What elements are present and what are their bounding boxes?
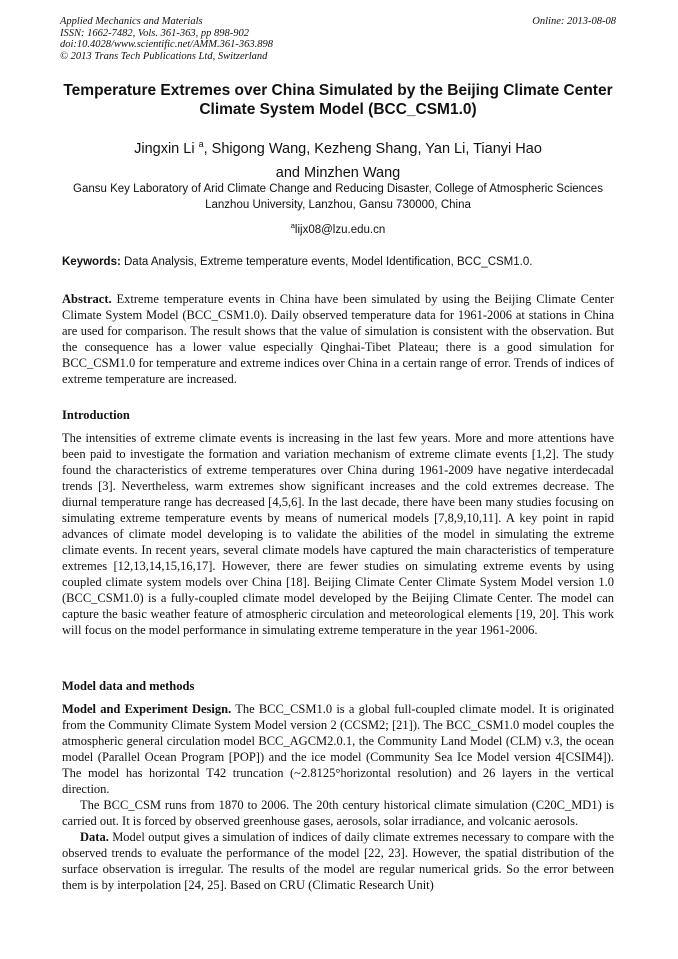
journal-name: Applied Mechanics and Materials [60,16,203,27]
other-authors-line2: and Minzhen Wang [275,164,401,181]
run-text: The BCC_CSM runs from 1870 to 2006. The 20th century historical climate simulation (C20C_MD1) is carried out. It is forced by observed greenhouse gases, aerosols, solar irradiance, and volcanic aerosols. [62,798,614,828]
introduction-body [62,430,614,638]
data-text: Model output gives a simulation of indices of daily climate extremes necessary to compare with the observed trends to evaluate the performance of the model [22, 23]. However, the spatial distribution of the surface observation is irregular. The results of the model are regular numerical grids. So the error between them is by interpolation [24, 25]. Based on CRU (Climatic Research Unit) [62,830,614,892]
paper-title: Temperature Extremes over China Simulated by the Beijing Climate Center Climate System Model (BCC_CSM1.0) [63,82,613,118]
abstract-label: Abstract. [62,292,112,306]
introduction-heading: Introduction [62,408,130,422]
author-affil-mark: a [198,139,204,149]
email-mark: a [290,221,295,230]
other-authors-line1: , Shigong Wang, Kezheng Shang, Yan Li, Tianyi Hao [203,140,542,157]
keywords-label: Keywords: [62,256,121,268]
design-label: Model and Experiment Design. [62,702,232,716]
author-list [60,132,616,185]
author-email [60,219,616,237]
methods-body [62,701,614,893]
methods-heading: Model data and methods [62,679,195,693]
design-text: The BCC_CSM1.0 is a global full-coupled climate model. It is originated from the Community Climate System Model version 2 (CCSM2; [21]). The BCC_CSM1.0 model couples the atmospheric general circulation model BCC_AGCM2.0.1, the Community Land Model (CLM) v.3, the ocean model (Parallel Ocean Program [POP]) and the ice model (Community Sea Ice Model version 4[CSIM4]). The model has horizontal T42 truncation (~2.8125°horizontal resolution) and 26 layers in the vertical direction. [62,702,614,796]
keywords [62,255,618,270]
email-address: lijx08@lzu.edu.cn [294,223,386,236]
doi-line: doi:10.4028/www.scientific.net/AMM.361-363.898 [60,39,273,50]
online-date: Online: 2013-08-08 [532,16,616,27]
introduction-text: The intensities of extreme climate events is increasing in the last few years. More and more attentions have been paid to investigate the formation and variation mechanism of extreme climate events [1,2]. The study found the characteristics of extreme temperatures over China during 1961-2009 have negative interdecadal trends [3]. Nevertheless, warm extremes show significant increases and the cold extremes decrease. The diurnal temperature range has decreased [4,5,6]. In the last decade, there have been many studies focusing on simulating extreme temperature events by means of numerical models [7,8,9,10,11]. A key point in rapid advances of climate model developing is to validate the abilities of the model in simulating the extreme climate events. In recent years, several climate models have captured the main characteristics of temperature extremes [12,13,14,15,16,17]. However, there are fewer studies on simulating extreme events by using coupled climate system models over China [18]. Beijing Climate Center Climate System Model version 1.0 (BCC_CSM1.0) is a fully-coupled climate model developed by the Beijing Climate Center. The model can capture the basic weather feature of atmospheric circulation and meteorological elements [19, 20]. This work will focus on the model performance in simulating extreme temperature in the year 1961-2006. [62,431,614,637]
first-author: Jingxin Li [134,140,195,157]
affiliation: Gansu Key Laboratory of Arid Climate Change and Reducing Disaster, College of Atmospheric Sciences Lanzhou University, Lanzhou, Gansu 730000, China [73,183,603,211]
data-label: Data. [80,830,109,844]
journal-header [60,16,616,62]
keywords-text: Data Analysis, Extreme temperature events, Model Identification, BCC_CSM1.0. [120,256,533,268]
abstract-text: Extreme temperature events in China have been simulated by using the Beijing Climate Center Climate System Model (BCC_CSM1.0). Daily observed temperature data for 1961-2006 at stations in China are used for comparison. The result shows that the value of simulation is consistent with the observation. But the consequence has a lower value especially Qinghai-Tibet Plateau; there is a good simulation for BCC_CSM1.0 for temperature and extreme indices over China in a certain range of error. Trends of indices of extreme temperature are increased. [62,292,614,386]
issn-line: ISSN: 1662-7482, Vols. 361-363, pp 898-902 [60,27,249,39]
abstract [62,291,614,387]
copyright-line: © 2013 Trans Tech Publications Ltd, Switzerland [60,50,268,62]
